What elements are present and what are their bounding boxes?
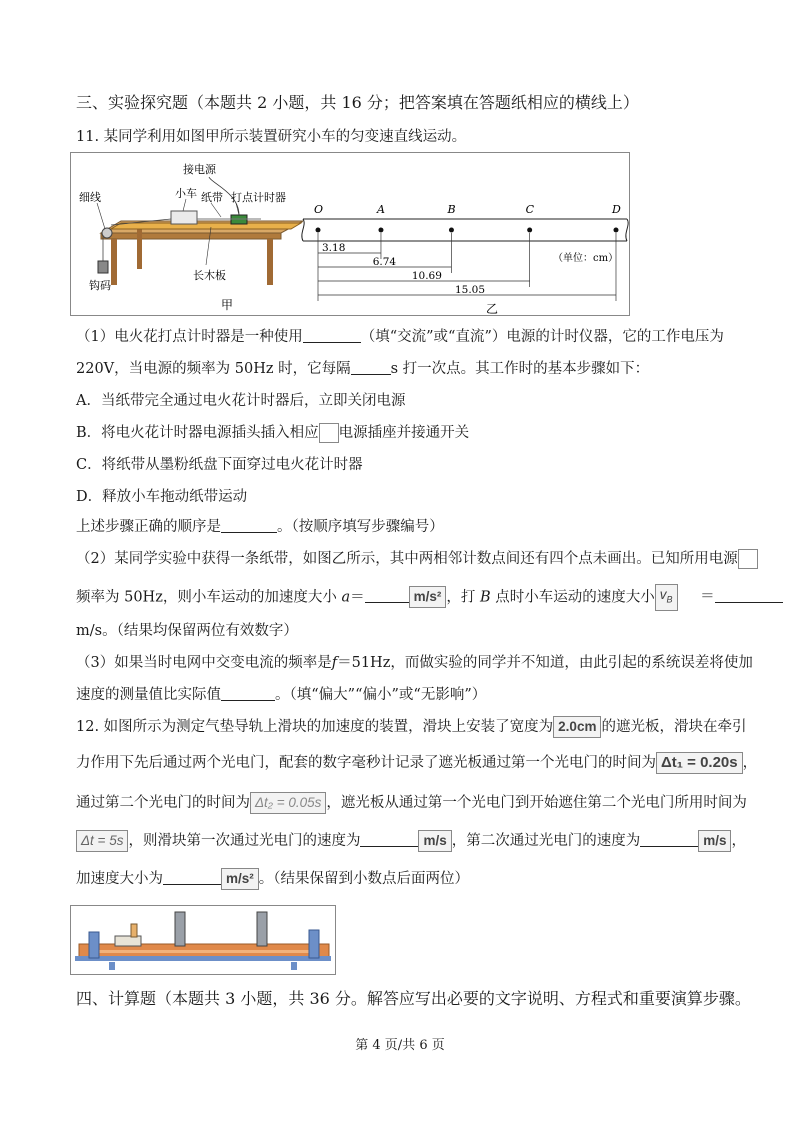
- photogate-2: [257, 912, 267, 946]
- tape-point-D: [613, 228, 618, 233]
- q11-p1-text-b: （填“交流”或“直流”）电源的计时仪器，它的工作电压为: [360, 329, 724, 345]
- q11-part2-line1: [76, 548, 758, 570]
- q12-line4: [76, 830, 746, 852]
- answer-blank-order[interactable]: [221, 518, 277, 533]
- q12-line3: [76, 792, 747, 814]
- unit-accel-box-2: m/s²: [221, 868, 259, 890]
- answer-blank-acceleration[interactable]: [365, 588, 409, 603]
- q12-text-4c: ，: [731, 833, 746, 849]
- placeholder-box: [738, 549, 758, 569]
- step-b: [76, 422, 469, 444]
- page-footer: 第 4 页/共 6 页: [355, 1038, 445, 1053]
- q11-part2-line3: m/s。（结果均保留两位有效数字）: [76, 623, 298, 639]
- caption-jia: 甲: [221, 298, 234, 312]
- q12-text-4b: ，第二次通过光电门的速度为: [451, 833, 641, 849]
- caption-yi: 乙: [486, 302, 499, 315]
- tape-point-O: [316, 228, 321, 233]
- q12-line5: [76, 868, 469, 890]
- equals-sign: ＝: [700, 589, 715, 606]
- q11-p3-text-c: 速度的测量值比实际值: [76, 687, 221, 703]
- order-text-a: 上述步骤正确的顺序是: [76, 519, 221, 535]
- distance-label-3: 10.69: [411, 270, 442, 282]
- label-car: 小车: [175, 187, 197, 200]
- q12-text-3b: ，遮光板从通过第一个光电门到开始遮住第二个光电门所用时间为: [326, 795, 747, 811]
- label-board: 长木板: [193, 269, 226, 282]
- q12-text-5a: 加速度大小为: [76, 871, 163, 887]
- t2-box: Δt₂ = 0.05s: [250, 792, 326, 814]
- tape-point-C: [527, 228, 532, 233]
- equals-sign: ＝: [350, 589, 365, 606]
- tape-unit: （单位：cm）: [553, 253, 619, 264]
- var-a: a: [341, 589, 351, 606]
- shading-plate: [131, 924, 137, 937]
- unit-accel-box: m/s²: [409, 586, 447, 608]
- q11-p2-text-c: ，打: [446, 589, 476, 606]
- tape-point-label-A: A: [376, 203, 385, 216]
- q11-p3-text-d: 。（填“偏大”“偏小”或“无影响”）: [275, 687, 487, 703]
- answer-blank-error[interactable]: [221, 686, 275, 701]
- q11-p1-text-a: （1）电火花打点计时器是一种使用: [76, 329, 303, 345]
- q11-part1-line2: [76, 358, 649, 380]
- sub-b: B: [666, 594, 673, 605]
- answer-blank-velocity-b[interactable]: [715, 588, 783, 603]
- var-f: f: [331, 655, 338, 671]
- label-string: 细线: [79, 191, 101, 204]
- q11-part3-line1: [76, 652, 753, 674]
- q11-stem: 11. 某同学利用如图甲所示装置研究小车的匀变速直线运动。: [76, 129, 467, 145]
- rail-base: [75, 956, 331, 961]
- q11-p3-text-a: （3）如果当时电网中交变电流的频率是: [76, 655, 332, 671]
- q12-text-1b: 的遮光板，滑块在牵引: [601, 719, 747, 735]
- answer-blank-acceleration-2[interactable]: [163, 870, 221, 885]
- label-tape: 纸带: [201, 191, 223, 204]
- q11-part2-line2: [76, 584, 783, 611]
- air-track-svg: [71, 906, 335, 974]
- q12-text-1a: 12. 如图所示为测定气垫导轨上滑块的加速度的装置，滑块上安装了宽度为: [76, 719, 554, 735]
- q12-text-2b: ，: [742, 755, 758, 771]
- label-weight: 钩码: [89, 279, 111, 292]
- label-timer: 打点计时器: [231, 191, 286, 204]
- air-track-figure: [70, 905, 336, 975]
- rail-highlight: [93, 950, 315, 953]
- q12-line2: [76, 752, 757, 774]
- q12-text-4a: ，则滑块第一次通过光电门的速度为: [128, 833, 361, 849]
- distance-label-4: 15.05: [454, 284, 486, 296]
- step-b-text-a: B．将电火花计时器电源插头插入相应: [76, 425, 319, 441]
- step-a: A．当纸带完全通过电火花计时器后，立即关闭电源: [76, 393, 406, 409]
- q11-p1-text-d: s 打一次点。其工作时的基本步骤如下：: [390, 361, 650, 377]
- foot-left: [109, 962, 115, 970]
- unit-v-box-2: m/s: [698, 830, 731, 852]
- q12-line1: [76, 716, 746, 738]
- tape-points: [314, 203, 621, 301]
- tape-point-label-B: B: [447, 203, 456, 216]
- left-stand: [89, 932, 99, 958]
- distance-label-2: 6.74: [372, 256, 397, 268]
- order-text-b: 。（按顺序填写步骤编号）: [277, 519, 444, 535]
- right-stand: [309, 930, 319, 958]
- answer-blank-v1[interactable]: [360, 832, 418, 847]
- tape-point-A: [378, 228, 383, 233]
- label-power: 接电源: [183, 163, 216, 176]
- tape-point-label-C: C: [525, 203, 535, 216]
- step-b-text-b: 电源插座并接通开关: [338, 425, 470, 441]
- dt-box: Δt = 5s: [76, 830, 128, 852]
- answer-blank-ac-dc[interactable]: [303, 328, 361, 343]
- q11-p2-text-b: 频率为 50Hz，则小车运动的加速度大小: [76, 589, 337, 606]
- answer-blank-v2[interactable]: [640, 832, 698, 847]
- tape-point-B: [449, 228, 454, 233]
- tape-point-label-O: O: [314, 203, 324, 216]
- q11-p1-text-c: 220V，当电源的频率为 50Hz 时，它每隔: [76, 361, 351, 377]
- q11-p3-text-b: ＝51Hz，而做实验的同学并不知道，由此引起的系统误差将使加: [337, 655, 753, 671]
- q11-part1-line1: [76, 326, 724, 348]
- var-v: v: [659, 587, 667, 602]
- q11-p2-text-d: 点时小车运动的速度大小: [495, 589, 655, 606]
- q11-part3-line2: [76, 684, 486, 706]
- photogate-1: [175, 912, 185, 946]
- t1-box: Δt₁ = 0.20s: [656, 752, 743, 774]
- step-c: C．将纸带从墨粉纸盘下面穿过电火花计时器: [76, 457, 363, 473]
- width-box: 2.0cm: [553, 716, 601, 738]
- q11-p2-text-a: （2）某同学实验中获得一条纸带，如图乙所示，其中两相邻计数点间还有四个点未画出。已知所用电源: [76, 551, 738, 567]
- step-d: D．释放小车拖动纸带运动: [76, 489, 248, 505]
- foot-right: [291, 962, 297, 970]
- paper-tape: [302, 219, 628, 241]
- q11-figure-svg: [71, 153, 629, 315]
- q12-text-5b: 。（结果保留到小数点后面两位）: [258, 871, 470, 887]
- var-b: B: [479, 589, 491, 606]
- answer-blank-interval[interactable]: [351, 360, 391, 375]
- order-line: [76, 516, 444, 538]
- unit-v-box-1: m/s: [418, 830, 451, 852]
- q12-text-3a: 通过第二个光电门的时间为: [76, 795, 250, 811]
- q11-figure: [70, 152, 630, 316]
- q12-text-2a: 力作用下先后通过两个光电门，配套的数字毫秒计记录了遮光板通过第一个光电门的时间为: [76, 755, 656, 771]
- section-3-heading: 三、实验探究题（本题共 2 小题，共 16 分；把答案填在答题纸相应的横线上）: [76, 93, 639, 112]
- tape-point-label-D: D: [611, 203, 621, 216]
- vb-box: [655, 584, 678, 611]
- section-4-heading: 四、计算题（本题共 3 小题，共 36 分。解答应写出必要的文字说明、方程式和重要演算步骤。: [76, 989, 751, 1008]
- placeholder-box: [319, 423, 339, 443]
- distance-label-1: 3.18: [322, 242, 346, 254]
